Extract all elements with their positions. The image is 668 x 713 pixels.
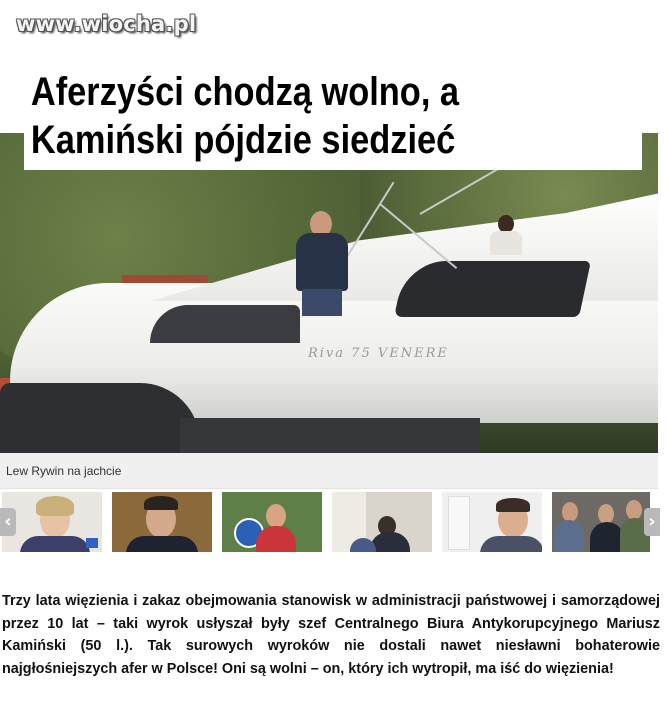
gallery-next-icon[interactable]: › [644, 508, 660, 536]
yacht-windshield [150, 305, 300, 343]
gallery-thumbnail[interactable] [332, 492, 432, 552]
gallery-thumbnail[interactable] [2, 492, 102, 552]
headline-line-1: Aferzyści chodzą wolno, a [30, 70, 460, 114]
gallery-thumbnail[interactable] [222, 492, 322, 552]
yacht-cover [180, 418, 480, 453]
gallery-thumbnail[interactable] [552, 492, 650, 552]
person-on-yacht [296, 211, 356, 316]
article-lead: Trzy lata więzienia i zakaz obejmowania stanowisk w administracji państwowej i samorządowej przez 10 lat – taki wyrok usłyszał były szef Centralnego Biura Antykorupcyjnego Mariusz Kamiński (50 l.). Tak surowych wyroków nie dostali nawet niesławni bohaterowie najgłośniejszych afer w Polsce! Oni są wolni – on, który ich wytropił, ma iść do więzienia! [2, 593, 660, 677]
headline-line-2: Kamiński pójdzie siedzieć [30, 118, 456, 162]
yacht-cover [0, 383, 200, 453]
image-caption-bar [0, 453, 658, 489]
yacht-window [394, 261, 591, 317]
boat-name-text: Riva 75 VENERE [308, 346, 449, 361]
gallery-strip [0, 490, 668, 554]
person-on-yacht [488, 215, 524, 255]
image-caption: Lew Rywin na jachcie [6, 464, 122, 478]
gallery-prev-icon[interactable]: ‹ [0, 508, 16, 536]
watermark-logo: www.wiocha.pl [16, 12, 197, 36]
gallery-thumbnail[interactable] [442, 492, 542, 552]
main-photo[interactable] [0, 133, 658, 453]
gallery-thumbnail[interactable] [112, 492, 212, 552]
article-headline [24, 62, 642, 170]
